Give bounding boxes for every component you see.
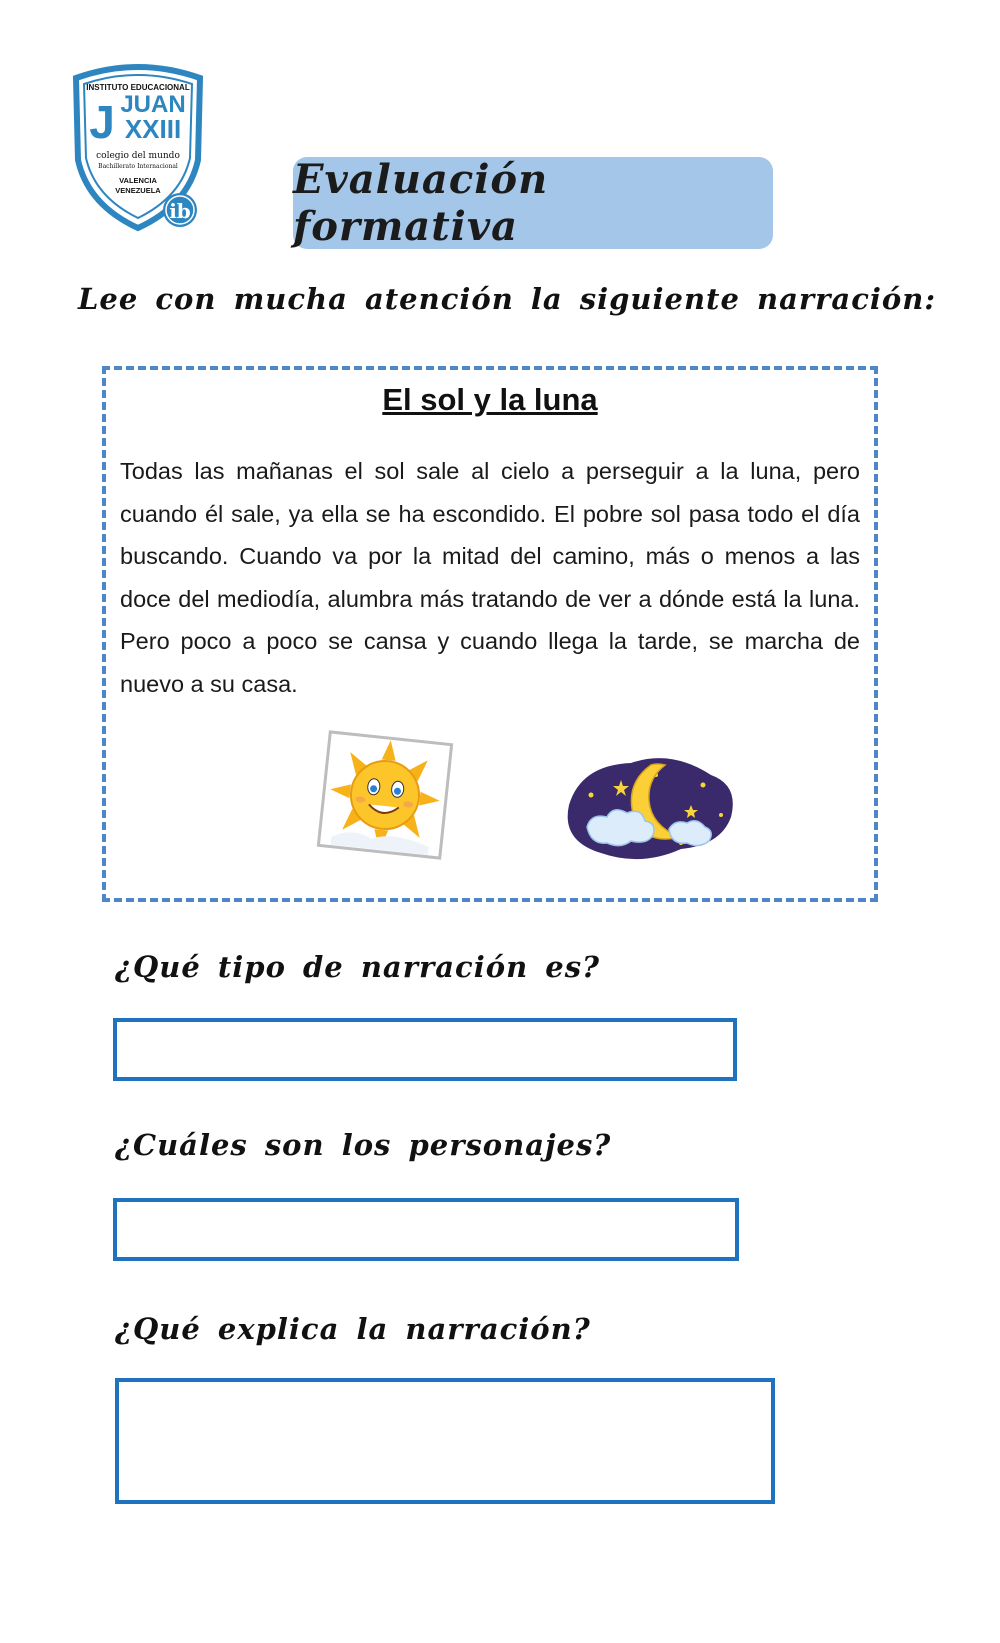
ib-badge-text: ib (169, 199, 191, 223)
logo-line4: colegio del mundo (96, 151, 180, 161)
logo-line1: INSTITUTO EDUCACIONAL (86, 83, 190, 92)
story-title: El sol y la luna (382, 382, 598, 417)
title-banner (293, 157, 773, 249)
logo-line5: Bachillerato Internacional (98, 163, 178, 170)
question-1-label: ¿Qué tipo de narración es? (115, 950, 601, 984)
instruction-text: Lee con mucha atención la siguiente narración: (78, 282, 937, 316)
page-title: Evaluación formativa (293, 156, 549, 250)
logo-line7: VENEZUELA (115, 186, 161, 195)
answer-3-field[interactable] (115, 1378, 775, 1504)
moon-icon (561, 745, 741, 870)
logo-line2: JUAN (120, 91, 186, 118)
question-2-label: ¿Cuáles son los personajes? (115, 1128, 612, 1162)
story-frame (102, 366, 878, 902)
school-logo (68, 60, 208, 232)
sun-icon (316, 730, 454, 860)
logo-line3: XXIII (124, 114, 182, 144)
answer-2-field[interactable] (113, 1198, 739, 1261)
logo-j-letter: J (89, 96, 115, 148)
question-3-label: ¿Qué explica la narración? (115, 1312, 591, 1346)
logo-line6: VALENCIA (119, 176, 157, 185)
story-text: Todas las mañanas el sol sale al cielo a perseguir a la luna, pero cuando él sale, ya ella se ha escondido. El pobre sol pasa todo el día buscando. Cuando va por la mitad del camino, más o menos a las doce del mediodía, alumbra más tratando de ver a dónde está la luna. Pero poco a poco se cansa y cuando llega la tarde, se marcha de nuevo a su casa. (120, 458, 860, 697)
ib-badge-icon (163, 193, 197, 227)
answer-1-field[interactable] (113, 1018, 737, 1081)
